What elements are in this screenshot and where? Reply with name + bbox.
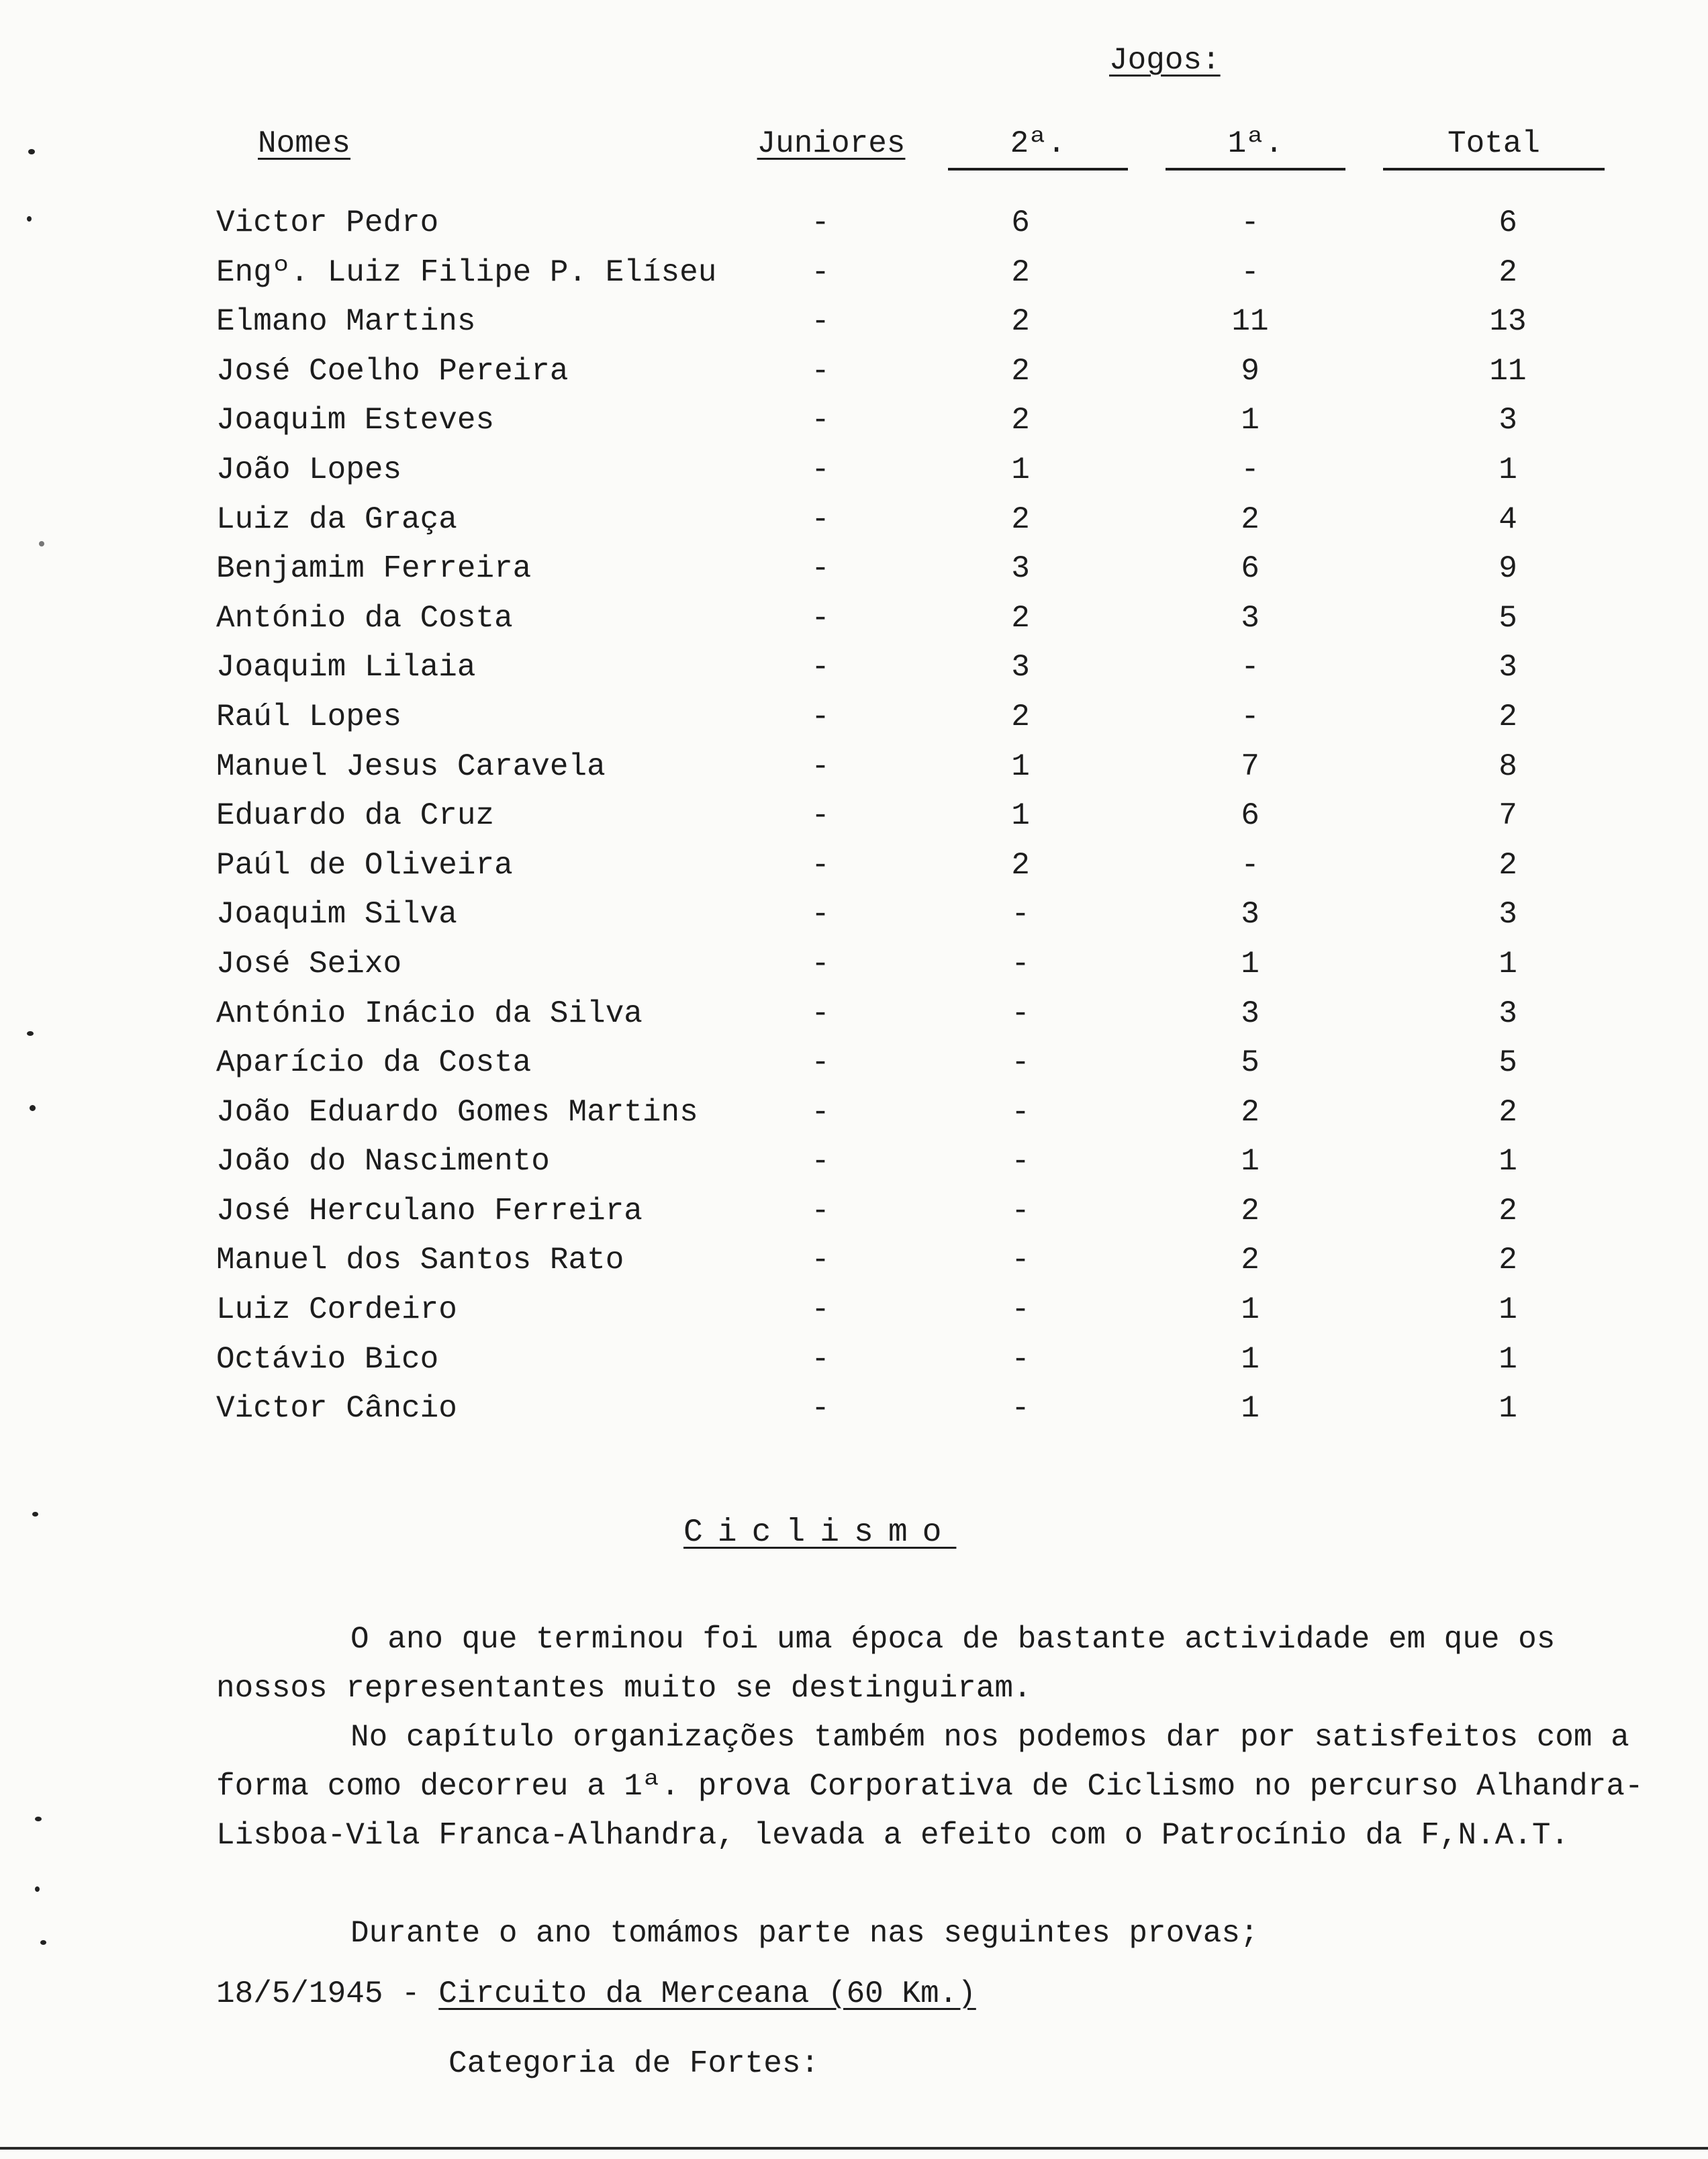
- player-name: Elmano Martins: [216, 304, 476, 340]
- primeira-count: 7: [1241, 749, 1260, 784]
- paragraph-races-text: Durante o ano tomámos parte nas seguintes provas;: [350, 1916, 1259, 1951]
- total-count: 5: [1499, 1045, 1517, 1081]
- segunda-count: 2: [1011, 353, 1030, 389]
- primeira-count: 1: [1241, 1292, 1260, 1328]
- player-name: Victor Câncio: [216, 1391, 457, 1427]
- table-row: [0, 1045, 1708, 1095]
- paragraph-organization-text: No capítulo organizações também nos podemos dar por satisfeitos com a forma como decorreu a 1ª. prova Corporativa de Ciclismo no percurso Alhandra-Lisboa-Vila Franca-Alhandra, levada a efeito com o Patrocínio da F,N.A.T.: [216, 1720, 1644, 1853]
- segunda-count: 2: [1011, 304, 1030, 340]
- primeira-count: 1: [1241, 1391, 1260, 1427]
- table-row: [0, 354, 1708, 403]
- segunda-count: 2: [1011, 600, 1030, 636]
- paragraph-activity-text: O ano que terminou foi uma época de bastante actividade em que os nossos representantes muito se destinguiram.: [216, 1622, 1556, 1706]
- total-count: 1: [1499, 1144, 1517, 1180]
- total-count: 3: [1499, 650, 1517, 685]
- table-row: [0, 947, 1708, 996]
- table-row: [0, 897, 1708, 947]
- player-name: João do Nascimento: [216, 1144, 550, 1180]
- segunda-count: -: [1011, 1341, 1030, 1377]
- table-row: [0, 601, 1708, 651]
- total-count: 1: [1499, 946, 1517, 981]
- total-count: 3: [1499, 996, 1517, 1031]
- scan-speck: [35, 1817, 42, 1821]
- juniores-count: -: [811, 1341, 830, 1377]
- primeira-count: 6: [1241, 798, 1260, 834]
- scan-speck: [30, 1105, 36, 1111]
- scan-speck: [39, 541, 44, 546]
- table-row: [0, 1144, 1708, 1194]
- primeira-count: 1: [1241, 1144, 1260, 1180]
- total-count: 1: [1499, 1292, 1517, 1328]
- column-header-segunda: 2ª.: [1010, 126, 1066, 161]
- table-row: [0, 1194, 1708, 1243]
- juniores-count: -: [811, 452, 830, 487]
- section-title-ciclismo: Ciclismo: [683, 1515, 957, 1551]
- player-name: António Inácio da Silva: [216, 996, 643, 1031]
- event-line: [216, 1976, 976, 2011]
- total-count: 2: [1499, 1243, 1517, 1278]
- table-row: [0, 551, 1708, 601]
- primeira-count: -: [1241, 650, 1260, 685]
- juniores-count: -: [811, 847, 830, 883]
- player-name: Luiz Cordeiro: [216, 1292, 457, 1328]
- juniores-count: -: [811, 501, 830, 537]
- juniores-count: -: [811, 1045, 830, 1081]
- player-name: Aparício da Costa: [216, 1045, 532, 1081]
- primeira-count: 2: [1241, 1193, 1260, 1229]
- player-name: José Coelho Pereira: [216, 353, 569, 389]
- juniores-count: -: [811, 946, 830, 981]
- primeira-count: 1: [1241, 946, 1260, 981]
- total-count: 7: [1499, 798, 1517, 834]
- table-row: [0, 1292, 1708, 1342]
- total-count: 3: [1499, 897, 1517, 932]
- total-count: 6: [1499, 205, 1517, 240]
- juniores-count: -: [811, 650, 830, 685]
- total-count: 2: [1499, 1193, 1517, 1229]
- segunda-count: -: [1011, 897, 1030, 932]
- primeira-count: -: [1241, 699, 1260, 734]
- paragraph-organization: [216, 1713, 1653, 1860]
- player-name: Benjamim Ferreira: [216, 551, 532, 587]
- segunda-count: 3: [1011, 650, 1030, 685]
- player-name: Raúl Lopes: [216, 699, 402, 734]
- event-name: Circuito da Merceana (60 Km.): [438, 1976, 976, 2011]
- table-row: [0, 1095, 1708, 1145]
- juniores-count: -: [811, 600, 830, 636]
- player-name: Victor Pedro: [216, 205, 439, 240]
- segunda-count: -: [1011, 1391, 1030, 1427]
- player-name: Joaquim Esteves: [216, 403, 495, 438]
- player-name: José Seixo: [216, 946, 402, 981]
- table-row: [0, 1243, 1708, 1292]
- total-count: 9: [1499, 551, 1517, 587]
- juniores-count: -: [811, 1144, 830, 1180]
- player-name: Octávio Bico: [216, 1341, 439, 1377]
- player-name: Luiz da Graça: [216, 501, 457, 537]
- total-count: 2: [1499, 847, 1517, 883]
- juniores-count: -: [811, 403, 830, 438]
- juniores-count: -: [811, 205, 830, 240]
- primeira-count: 2: [1241, 501, 1260, 537]
- paragraph-activity: [216, 1615, 1653, 1713]
- paragraph-races: [216, 1909, 1653, 1958]
- header-underline-segunda: [948, 168, 1128, 171]
- header-underline-primeira: [1166, 168, 1345, 171]
- table-row: [0, 205, 1708, 255]
- player-name: Eduardo da Cruz: [216, 798, 495, 834]
- segunda-count: 2: [1011, 403, 1030, 438]
- segunda-count: -: [1011, 1094, 1030, 1130]
- player-name: João Eduardo Gomes Martins: [216, 1094, 698, 1130]
- primeira-count: 3: [1241, 600, 1260, 636]
- table-row: [0, 1391, 1708, 1441]
- player-name: Joaquim Lilaia: [216, 650, 476, 685]
- player-name: António da Costa: [216, 600, 513, 636]
- segunda-count: -: [1011, 996, 1030, 1031]
- table-row: [0, 403, 1708, 452]
- segunda-count: 1: [1011, 798, 1030, 834]
- total-count: 2: [1499, 1094, 1517, 1130]
- jogos-heading: Jogos:: [1109, 43, 1221, 78]
- primeira-count: 3: [1241, 897, 1260, 932]
- juniores-count: -: [811, 1193, 830, 1229]
- juniores-count: -: [811, 798, 830, 834]
- bottom-rule: [0, 2147, 1708, 2150]
- juniores-count: -: [811, 1094, 830, 1130]
- table-row: [0, 255, 1708, 305]
- player-name: Manuel Jesus Caravela: [216, 749, 606, 784]
- juniores-count: -: [811, 699, 830, 734]
- player-name: Manuel dos Santos Rato: [216, 1243, 624, 1278]
- segunda-count: 3: [1011, 551, 1030, 587]
- segunda-count: -: [1011, 1144, 1030, 1180]
- juniores-count: -: [811, 749, 830, 784]
- scan-speck: [27, 1031, 34, 1036]
- juniores-count: -: [811, 304, 830, 340]
- juniores-count: -: [811, 897, 830, 932]
- juniores-count: -: [811, 996, 830, 1031]
- juniores-count: -: [811, 551, 830, 587]
- segunda-count: 2: [1011, 501, 1030, 537]
- table-row: [0, 700, 1708, 749]
- table-row: [0, 452, 1708, 502]
- table-row: [0, 749, 1708, 799]
- player-name: Paúl de Oliveira: [216, 847, 513, 883]
- event-date: 18/5/1945 -: [216, 1976, 420, 2011]
- scan-speck: [27, 216, 32, 222]
- primeira-count: -: [1241, 205, 1260, 240]
- header-underline-total: [1383, 168, 1605, 171]
- segunda-count: 2: [1011, 254, 1030, 290]
- scan-speck: [40, 1940, 46, 1945]
- primeira-count: -: [1241, 847, 1260, 883]
- player-name: Engº. Luiz Filipe P. Elíseu: [216, 254, 717, 290]
- table-row: [0, 1342, 1708, 1392]
- total-count: 2: [1499, 699, 1517, 734]
- juniores-count: -: [811, 254, 830, 290]
- segunda-count: 2: [1011, 699, 1030, 734]
- primeira-count: 5: [1241, 1045, 1260, 1081]
- primeira-count: 2: [1241, 1094, 1260, 1130]
- segunda-count: -: [1011, 1193, 1030, 1229]
- total-count: 4: [1499, 501, 1517, 537]
- total-count: 5: [1499, 600, 1517, 636]
- total-count: 1: [1499, 1391, 1517, 1427]
- primeira-count: 9: [1241, 353, 1260, 389]
- player-name: José Herculano Ferreira: [216, 1193, 643, 1229]
- total-count: 2: [1499, 254, 1517, 290]
- primeira-count: 1: [1241, 403, 1260, 438]
- column-header-nomes: Nomes: [258, 126, 351, 161]
- table-row: [0, 650, 1708, 700]
- primeira-count: 1: [1241, 1341, 1260, 1377]
- juniores-count: -: [811, 353, 830, 389]
- category-label: Categoria de Fortes:: [448, 2046, 820, 2081]
- juniores-count: -: [811, 1243, 830, 1278]
- total-count: 1: [1499, 1341, 1517, 1377]
- segunda-count: 6: [1011, 205, 1030, 240]
- table-row: [0, 304, 1708, 354]
- total-count: 3: [1499, 403, 1517, 438]
- segunda-count: -: [1011, 1292, 1030, 1328]
- segunda-count: -: [1011, 946, 1030, 981]
- player-name: João Lopes: [216, 452, 402, 487]
- table-row: [0, 502, 1708, 552]
- column-header-total: Total: [1447, 126, 1541, 161]
- primeira-count: 6: [1241, 551, 1260, 587]
- players-table: [0, 205, 1708, 1441]
- table-row: [0, 798, 1708, 848]
- segunda-count: -: [1011, 1045, 1030, 1081]
- total-count: 13: [1489, 304, 1527, 340]
- column-header-primeira: 1ª.: [1227, 126, 1284, 161]
- primeira-count: 2: [1241, 1243, 1260, 1278]
- segunda-count: 2: [1011, 847, 1030, 883]
- total-count: 8: [1499, 749, 1517, 784]
- segunda-count: 1: [1011, 452, 1030, 487]
- segunda-count: 1: [1011, 749, 1030, 784]
- total-count: 11: [1489, 353, 1527, 389]
- primeira-count: -: [1241, 452, 1260, 487]
- scan-speck: [28, 149, 35, 154]
- scan-speck: [35, 1886, 40, 1892]
- total-count: 1: [1499, 452, 1517, 487]
- table-row: [0, 996, 1708, 1046]
- juniores-count: -: [811, 1292, 830, 1328]
- primeira-count: 3: [1241, 996, 1260, 1031]
- table-row: [0, 848, 1708, 898]
- player-name: Joaquim Silva: [216, 897, 457, 932]
- column-header-juniores: Juniores: [757, 126, 906, 161]
- segunda-count: -: [1011, 1243, 1030, 1278]
- primeira-count: -: [1241, 254, 1260, 290]
- scan-speck: [32, 1512, 38, 1517]
- juniores-count: -: [811, 1391, 830, 1427]
- primeira-count: 11: [1231, 304, 1269, 340]
